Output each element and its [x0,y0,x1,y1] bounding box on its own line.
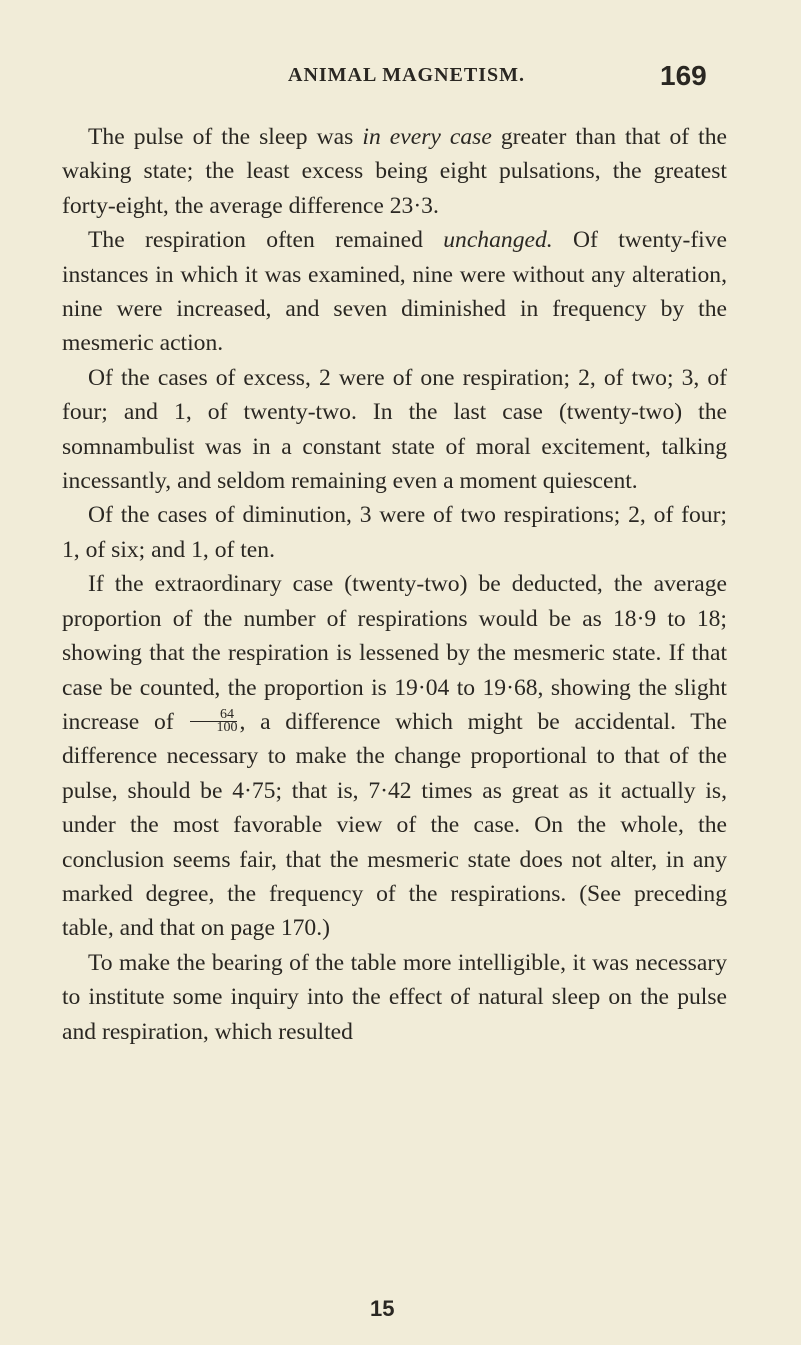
paragraph-excess: Of the cases of excess, 2 were of one respiration; 2, of two; 3, of four; and 1, of twenty-two. In the last case (twenty-two) the somnambulist was in a constant state of moral excitement, talking incessantly, and seldom remaining even a moment quiescent. [62,364,727,495]
paragraph-pulse [62,120,727,223]
paragraph-text: The pulse of the sleep was [88,124,363,150]
paragraph-natural-sleep: To make the bearing of the table more intelligible, it was necessary to institute some inquiry into the effect of natural sleep on the pulse and respiration, which resulted [62,949,727,1045]
paragraph-text: greater than that of the waking state; the least excess being eight pulsations, the greatest forty-eight, the average difference 23·3. [62,124,727,219]
emphasis-text: unchanged. [443,227,553,254]
emphasis-text: in every case [362,124,492,150]
paragraph-respiration [62,223,727,361]
paragraph-average [62,567,727,945]
paragraph-text: If the extraordinary case (twenty-two) be deducted, the average proportion of the number of respirations would be as 18·9 to 18; showing that the respiration is lessened by the mesmeric state. If that case be counted, the proportion is 19·04 to 19·68, showing the slight increase of [62,571,727,735]
body-text [62,120,727,1049]
page-number: 169 [660,60,707,91]
paragraph-text: Of twenty-five instances in which it was examined, nine were without any alteration, nine were increased, and seven diminished in frequency by the mesmeric action. [62,227,728,357]
running-head: ANIMAL MAGNETISM. [288,64,526,86]
paragraph-text: The respiration often remained [88,227,444,254]
paragraph-text: , a difference which might be accidental. The difference necessary to make the change proportional to that of the pulse, should be 4·75; that is, 7·42 times as great as it actually is, under the most favorable view of the case. On the whole, the conclusion seems fair, that the mesmeric state does not alter, in any marked degree, the frequency of the respirations. (See preceding table, and that on page 170.) [62,708,727,942]
fraction-numerator: 64 [219,706,234,722]
signature-mark: 15 [370,1296,395,1321]
fraction-denominator: 100 [190,721,237,734]
fraction [190,706,238,735]
paragraph-diminution: Of the cases of diminution, 3 were of two respirations; 2, of four; 1, of six; and 1, of ten. [62,502,727,563]
page-header [0,60,801,94]
